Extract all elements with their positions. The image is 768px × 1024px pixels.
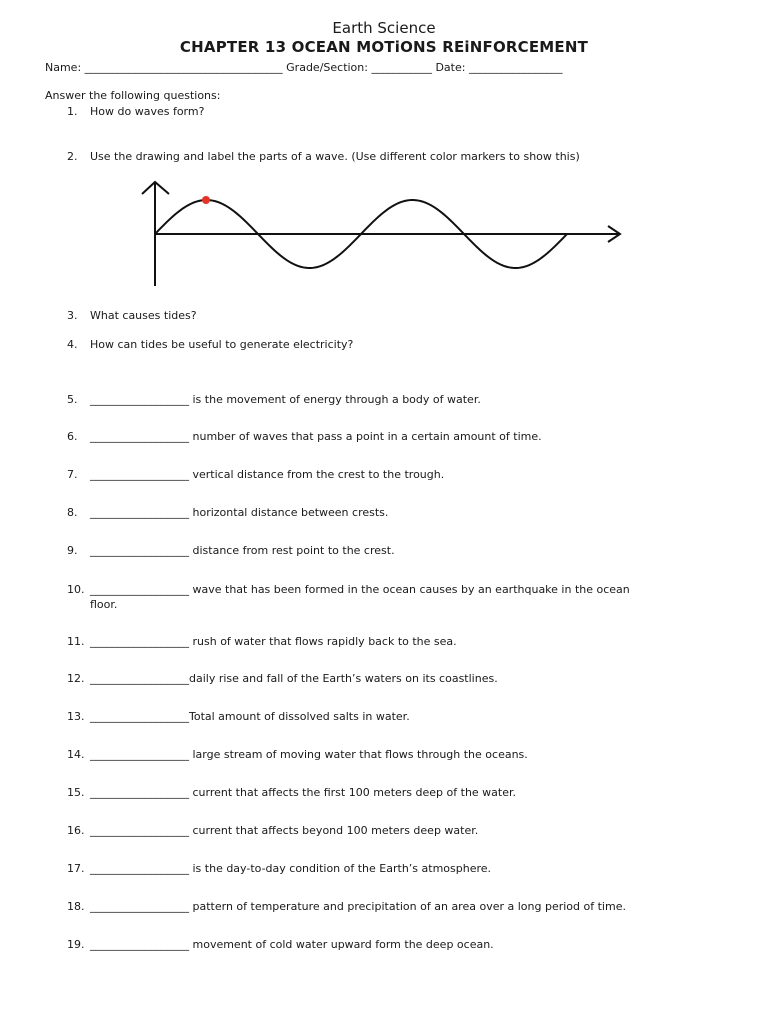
question-text: __________________ current that affects the first 100 meters deep of the water. — [90, 786, 517, 799]
question-6: 6. __________________ number of waves that pass a point in a certain amount of time. — [67, 430, 542, 443]
question-text: Use the drawing and label the parts of a wave. (Use different color markers to show this) — [90, 150, 580, 163]
question-14: 14. __________________ large stream of moving water that flows through the oceans. — [67, 748, 528, 761]
question-text: __________________ vertical distance from the crest to the trough. — [90, 468, 445, 481]
question-2: 2. Use the drawing and label the parts of a wave. (Use different color markers to show this) — [67, 150, 580, 163]
question-text: __________________ horizontal distance between crests. — [90, 506, 389, 519]
question-text: __________________Total amount of dissolved salts in water. — [90, 710, 410, 723]
question-17: 17. __________________ is the day-to-day condition of the Earth’s atmosphere. — [67, 862, 492, 875]
question-text: __________________ pattern of temperature and precipitation of an area over a long period of time. — [90, 900, 626, 913]
question-text: How do waves form? — [90, 105, 205, 118]
question-15: 15. __________________ current that affects the first 100 meters deep of the water. — [67, 786, 517, 799]
crest-marker — [202, 196, 210, 204]
question-text: __________________ wave that has been formed in the ocean causes by an earthquake in the ocean — [90, 583, 630, 596]
question-3: 3. What causes tides? — [67, 309, 197, 322]
question-16: 16. __________________ current that affects beyond 100 meters deep water. — [67, 824, 479, 837]
instructions: Answer the following questions: — [45, 89, 221, 102]
student-info-line: Name: ____________________________________ Grade/Section: ___________ Date: _________________ — [45, 61, 563, 74]
question-10: 10. __________________ wave that has been formed in the ocean causes by an earthquake in the ocean floor. — [67, 583, 630, 611]
question-9: 9. __________________ distance from rest point to the crest. — [67, 544, 395, 557]
question-text: __________________ large stream of moving water that flows through the oceans. — [90, 748, 528, 761]
question-text: How can tides be useful to generate electricity? — [90, 338, 354, 351]
question-text: What causes tides? — [90, 309, 197, 322]
question-12: 12. __________________daily rise and fall of the Earth’s waters on its coastlines. — [67, 672, 498, 685]
question-text: __________________ current that affects beyond 100 meters deep water. — [90, 824, 479, 837]
question-text: __________________ number of waves that pass a point in a certain amount of time. — [90, 430, 542, 443]
question-19: 19. __________________ movement of cold water upward form the deep ocean. — [67, 938, 494, 951]
question-1: 1. How do waves form? — [67, 105, 205, 118]
subject-heading: Earth Science — [332, 19, 436, 37]
question-text: __________________ rush of water that flows rapidly back to the sea. — [90, 635, 457, 648]
question-18: 18. __________________ pattern of temperature and precipitation of an area over a long period of time. — [67, 900, 626, 913]
question-7: 7. __________________ vertical distance from the crest to the trough. — [67, 468, 445, 481]
question-text: __________________daily rise and fall of the Earth’s waters on its coastlines. — [90, 672, 498, 685]
wave-diagram — [138, 178, 628, 290]
question-text: __________________ movement of cold water upward form the deep ocean. — [90, 938, 494, 951]
question-text: __________________ is the movement of energy through a body of water. — [90, 393, 481, 406]
question-text: __________________ distance from rest point to the crest. — [90, 544, 395, 557]
question-text-continued: floor. — [90, 598, 118, 611]
question-11: 11. __________________ rush of water that flows rapidly back to the sea. — [67, 635, 457, 648]
question-5: 5. __________________ is the movement of energy through a body of water. — [67, 393, 481, 406]
question-8: 8. __________________ horizontal distance between crests. — [67, 506, 389, 519]
question-text: __________________ is the day-to-day condition of the Earth’s atmosphere. — [90, 862, 492, 875]
worksheet-title: CHAPTER 13 OCEAN MOTiONS REiNFORCEMENT — [179, 38, 589, 56]
question-4: 4. How can tides be useful to generate electricity? — [67, 338, 354, 351]
question-13: 13. __________________Total amount of dissolved salts in water. — [67, 710, 410, 723]
